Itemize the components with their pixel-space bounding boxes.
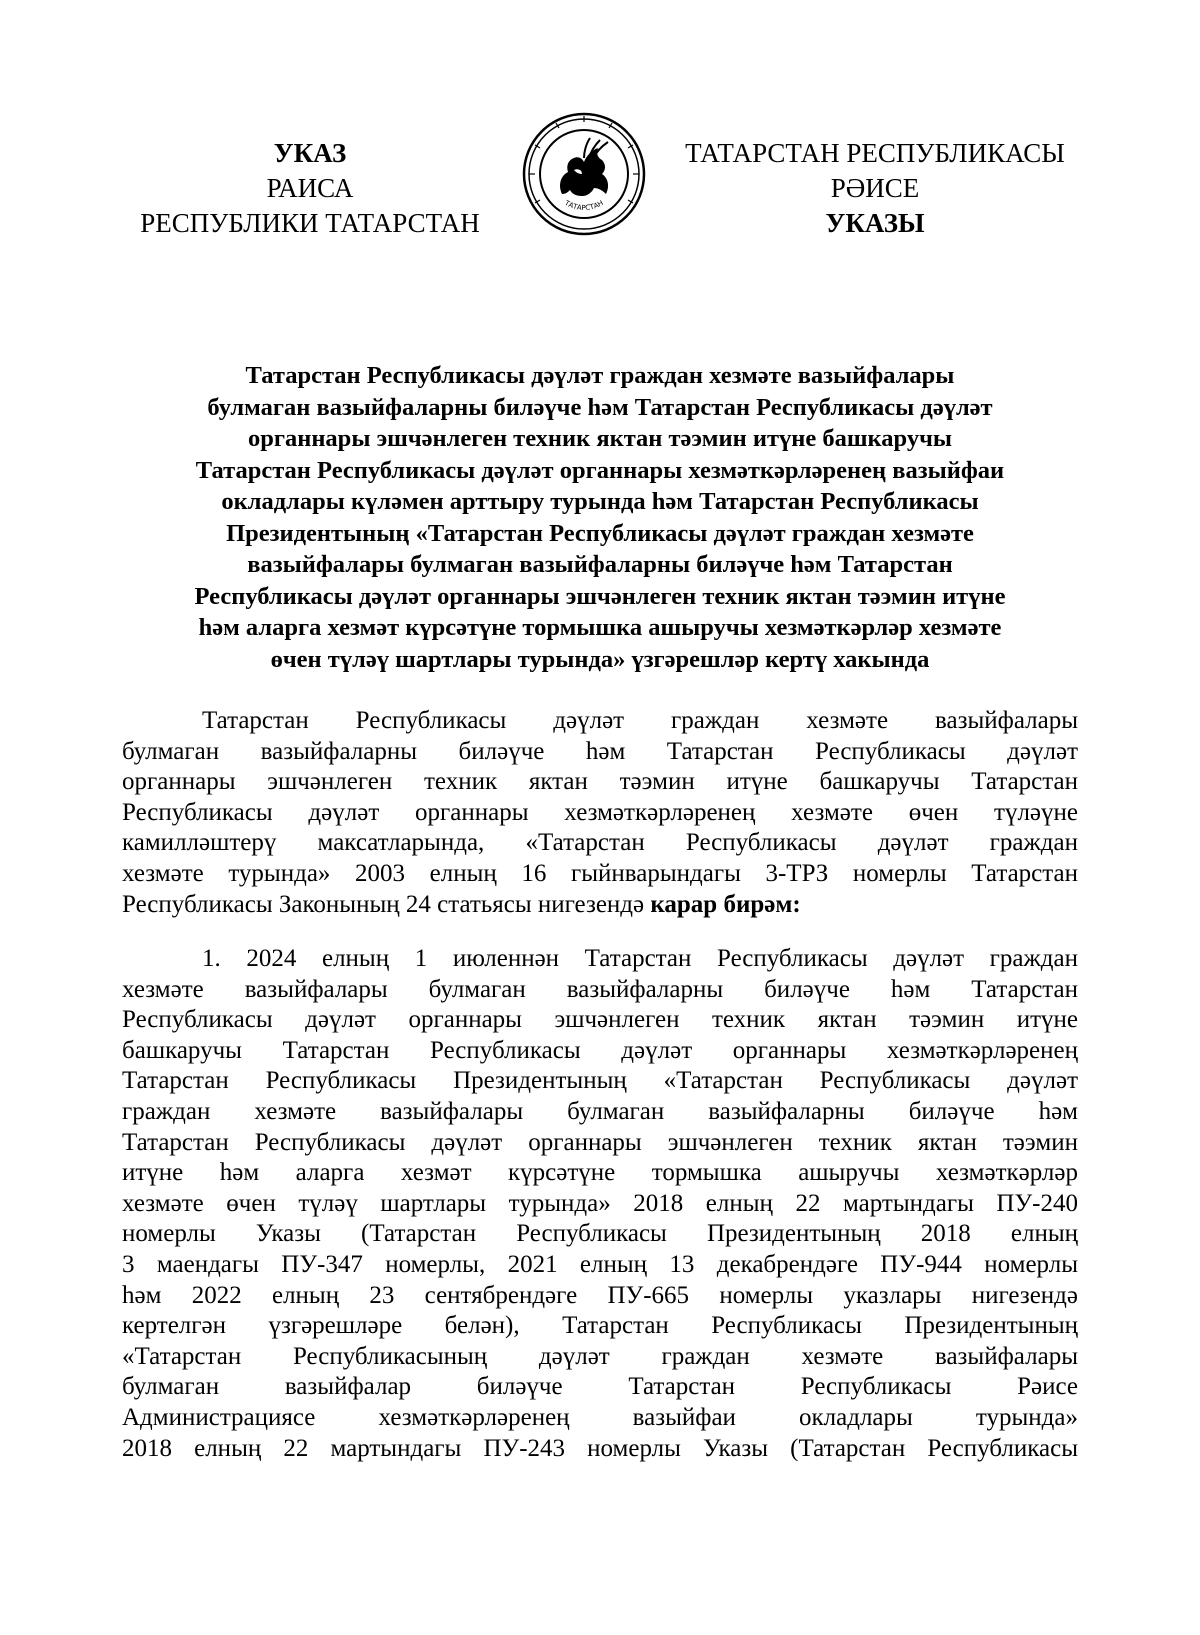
paragraph-line: Республикасы дәүләт органнары эшчәнлеген техник яктан тәэмин итүне xyxy=(122,1006,1078,1034)
paragraph-line: 2018 елның 22 мартындагы ПУ-243 номерлы Указы (Татарстан Республикасы xyxy=(122,1434,1078,1462)
paragraph-line: Администрациясе хезмәткәрләренең вазыйфаи окладлары турында» xyxy=(122,1403,1078,1431)
emblem-ring-text: ТАТАРСТАН xyxy=(563,198,605,213)
header-right-line-1: ТАТАРСТАН РЕСПУБЛИКАСЫ xyxy=(685,138,1065,168)
header-right-line-3: УКАЗЫ xyxy=(825,208,925,238)
paragraph-line: органнары эшчәнлеген техник яктан тәэмин итүне башкаручы Татарстан xyxy=(122,768,1078,796)
paragraph-line: хезмәте вазыйфалары булмаган вазыйфаларны биләүче һәм Татарстан xyxy=(122,975,1078,1003)
title-line: өчен түләү шартлары турында» үзгәрешләр кертү хакында xyxy=(270,645,930,673)
paragraph-line: кертелгән үзгәрешләре белән), Татарстан Республикасы Президентының xyxy=(122,1312,1078,1340)
title-line: һәм аларга хезмәт күрсәтүне тормышка ашыручы хезмәткәрләр хезмәте xyxy=(198,614,1002,641)
title-line: булмаган вазыйфаларны биләүче һәм Татарстан Республикасы дәүләт xyxy=(207,393,993,421)
preamble-paragraph xyxy=(122,706,1078,920)
paragraph-line: камилләштерү максатларында, «Татарстан Республикасы дәүләт граждан xyxy=(122,829,1078,857)
paragraph-line: 1. 2024 елның 1 июленнән Татарстан Республикасы дәүләт граждан xyxy=(202,945,1078,972)
paragraph-line: булмаган вазыйфалар биләүче Татарстан Республикасы Рәисе xyxy=(122,1373,1078,1401)
paragraph-line: Республикасы дәүләт органнары хезмәткәрләренең хезмәте өчен түләүне xyxy=(122,798,1078,826)
paragraph-line: башкаручы Татарстан Республикасы дәүләт органнары хезмәткәрләренең xyxy=(122,1036,1078,1064)
paragraph-line: итүне һәм аларга хезмәт күрсәтүне тормышка ашыручы хезмәткәрләр xyxy=(122,1159,1078,1187)
paragraph-line: хезмәте турында» 2003 елның 16 гыйнварындагы 3-ТРЗ номерлы Татарстан xyxy=(122,859,1078,887)
coat-of-arms-emblem xyxy=(522,112,646,236)
paragraph-line: Татарстан Республикасы Президентының «Татарстан Республикасы дәүләт xyxy=(122,1067,1078,1095)
paragraph-line: номерлы Указы (Татарстан Республикасы Президентының 2018 елның xyxy=(122,1220,1078,1248)
paragraph-line-text: Республикасы Законының 24 статьясы нигезендә xyxy=(122,890,645,918)
header-left-line-1: УКАЗ xyxy=(273,138,347,168)
paragraph-line: һәм 2022 елның 23 сентябрендәге ПУ-665 номерлы указлары нигезендә xyxy=(122,1281,1078,1309)
paragraph-line: 3 маендагы ПУ-347 номерлы, 2021 елның 13 декабрендәге ПУ-944 номерлы xyxy=(122,1250,1078,1278)
paragraph-line: «Татарстан Республикасының дәүләт граждан хезмәте вазыйфалары xyxy=(122,1342,1078,1370)
clause-1-paragraph xyxy=(122,944,1078,1464)
header-tatar xyxy=(665,136,1085,241)
title-line: Президентының «Татарстан Республикасы дәүләт граждан хезмәте xyxy=(226,519,974,547)
title-line: Республикасы дәүләт органнары эшчәнлеген техник яктан тәэмин итүне xyxy=(194,582,1006,610)
paragraph-line: Татарстан Республикасы дәүләт органнары эшчәнлеген техник яктан тәэмин xyxy=(122,1128,1078,1156)
paragraph-line: граждан хезмәте вазыйфалары булмаган вазыйфаларны биләүче һәм xyxy=(122,1097,1078,1125)
decree-title xyxy=(100,360,1100,675)
title-line: органнары эшчәнлеген техник яктан тәэмин итүне башкаручы xyxy=(247,425,953,452)
title-line: вазыйфалары булмаган вазыйфаларны биләүче һәм Татарстан xyxy=(247,551,953,578)
header-russian xyxy=(120,136,500,241)
header-left-line-3: РЕСПУБЛИКИ ТАТАРСТАН xyxy=(140,208,480,238)
title-line: окладлары күләмен арттыру турында һәм Татарстан Республикасы xyxy=(221,488,979,515)
title-line: Татарстан Республикасы дәүләт органнары хезмәткәрләренең вазыйфаи xyxy=(195,456,1005,484)
header-right-line-2: РӘИСЕ xyxy=(830,173,920,203)
paragraph-line: хезмәте өчен түләү шартлары турында» 2018 елның 22 мартындагы ПУ-240 xyxy=(122,1189,1078,1217)
header-left-line-2: РАИСА xyxy=(266,173,354,203)
paragraph-line: булмаган вазыйфаларны биләүче һәм Татарстан Республикасы дәүләт xyxy=(122,737,1078,765)
title-line: Татарстан Республикасы дәүләт граждан хезмәте вазыйфалары xyxy=(245,362,955,389)
paragraph-last-line xyxy=(122,890,1078,921)
paragraph-line: Татарстан Республикасы дәүләт граждан хезмәте вазыйфалары xyxy=(202,707,1078,734)
resolution-phrase: карар бирәм: xyxy=(650,890,801,918)
